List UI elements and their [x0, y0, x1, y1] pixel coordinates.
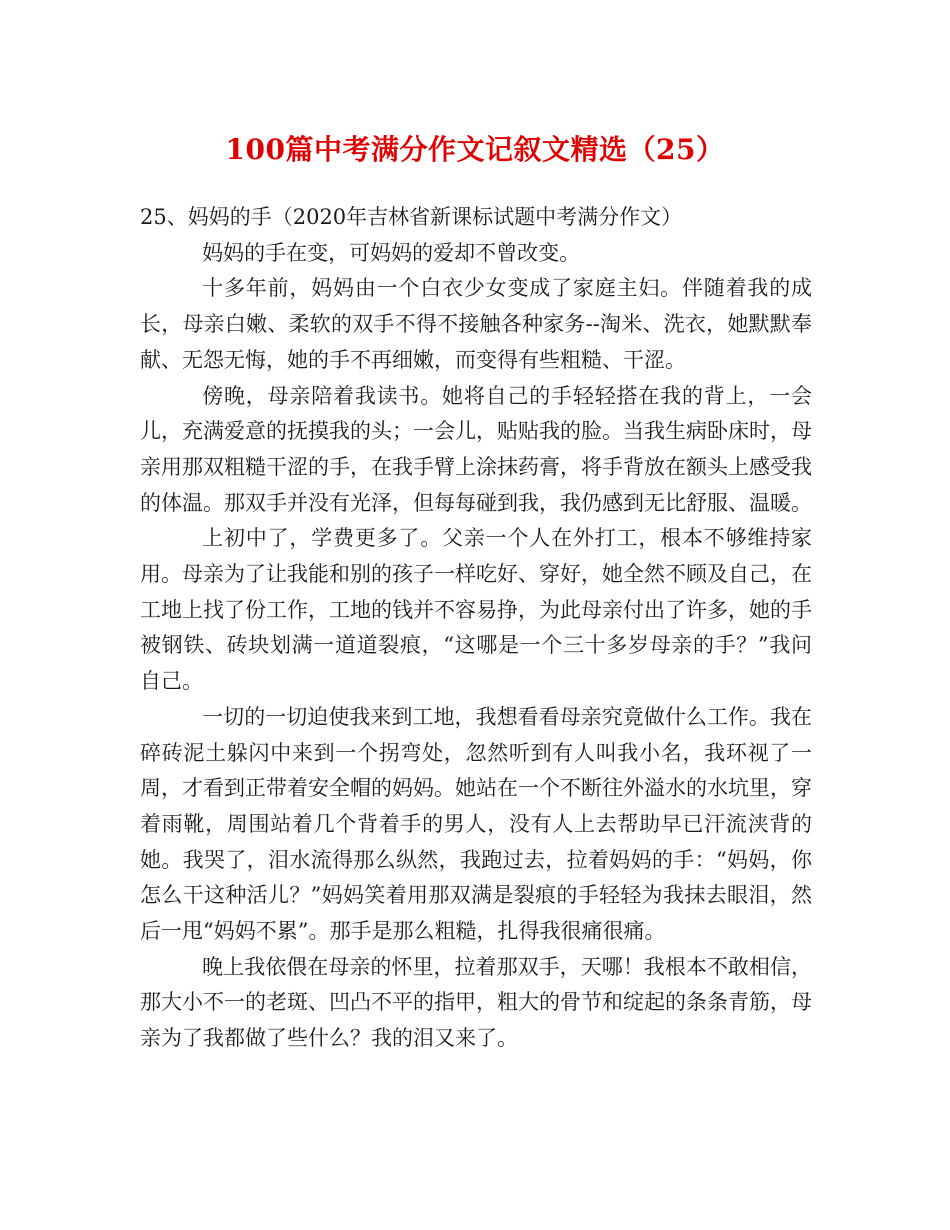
paragraph-3: 傍晚，母亲陪着我读书。她将自己的手轻轻搭在我的背上，一会儿，充满爱意的抚摸我的头；一会儿，贴贴我的脸。当我生病卧床时，母亲用那双粗糙干涩的手，在我手臂上涂抹药膏，将手背放在额头上感受我的体温。那双手并没有光泽，但每每碰到我，我仍感到无比舒服、温暖。	[140, 383, 812, 515]
article-subtitle: 25、妈妈的手（2020年吉林省新课标试题中考满分作文）	[140, 205, 683, 229]
article-body	[140, 200, 812, 1057]
paragraph-1: 妈妈的手在变，可妈妈的爱却不曾改变。	[202, 240, 581, 265]
paragraph-6: 晚上我依偎在母亲的怀里，拉着那双手，天哪！我根本不敢相信，那大小不一的老斑、凹凸不平的指甲，粗大的骨节和绽起的条条青筋，母亲为了我都做了些什么？我的泪又来了。	[140, 954, 812, 1051]
paragraph-2: 十多年前，妈妈由一个白衣少女变成了家庭主妇。伴随着我的成长，母亲白嫩、柔软的双手不得不接触各种家务--淘米、洗衣，她默默奉献、无怨无悔，她的手不再细嫩，而变得有些粗糙、干涩。	[140, 276, 812, 372]
paragraph-4: 上初中了，学费更多了。父亲一个人在外打工，根本不够维持家用。母亲为了让我能和别的孩子一样吃好、穿好，她全然不顾及自己，在工地上找了份工作，工地的钱并不容易挣，为此母亲付出了许多，她的手被钢铁、砖块划满一道道裂痕，“这哪是一个三十多岁母亲的手？”我问自己。	[140, 526, 812, 694]
page-title: 100篇中考满分作文记叙文精选（25）	[225, 133, 725, 166]
paragraph-5: 一切的一切迫使我来到工地，我想看看母亲究竟做什么工作。我在碎砖泥土躲闪中来到一个拐弯处，忽然听到有人叫我小名，我环视了一周，才看到正带着安全帽的妈妈。她站在一个不断往外溢水的水坑里，穿着雨靴，周围站着几个背着手的男人，没有人上去帮助早已汗流浃背的她。我哭了，泪水流得那么纵然，我跑过去，拉着妈妈的手：“妈妈，你怎么干这种活儿？”妈妈笑着用那双满是裂痕的手轻轻为我抹去眼泪，然后一甩“妈妈不累”。那手是那么粗糙，扎得我很痛很痛。	[140, 704, 812, 944]
